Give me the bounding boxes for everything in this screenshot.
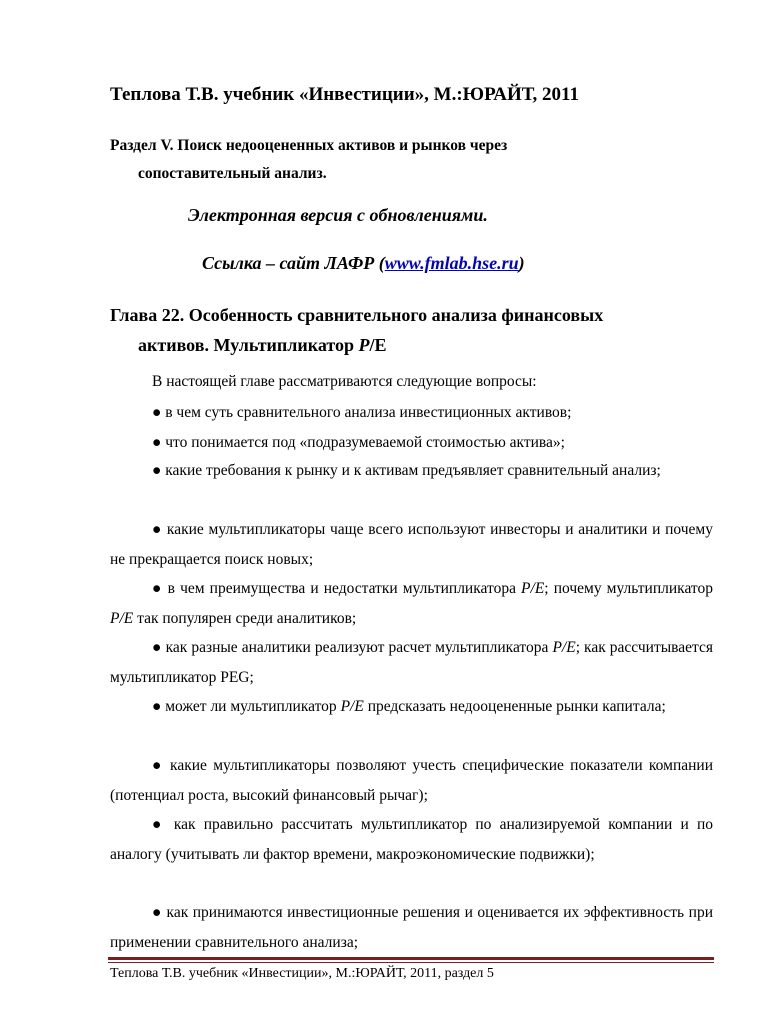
chapter-heading — [110, 300, 720, 360]
electronic-version-note: Электронная версия с обновлениями. — [188, 205, 488, 225]
question-item — [110, 574, 713, 633]
page-footer: Теплова Т.В. учебник «Инвестиции», М.:ЮРАЙТ, 2011, раздел 5 — [110, 966, 494, 981]
question-text: ● в чем суть сравнительного анализа инвестиционных активов; — [152, 404, 572, 421]
question-text-line-first: ● какие мультипликаторы чаще всего используют инвесторы и аналитики и почему — [152, 521, 713, 538]
link-suffix: ) — [518, 253, 525, 273]
chapter-heading-line-2: активов. Мультипликатор P/E — [138, 335, 387, 355]
question-text-line: P/E так популярен среди аналитиков; — [110, 609, 357, 627]
question-text-line-first: ● может ли мультипликатор P/E предсказать недооцененные рынки капитала; — [152, 698, 666, 715]
chapter-heading-line-1: Глава 22. Особенность сравнительного анализа финансовых — [110, 305, 604, 325]
question-item — [110, 810, 713, 869]
question-text-line: мультипликатор PEG; — [110, 668, 254, 686]
footer-rule-thick — [108, 957, 714, 960]
question-item — [110, 633, 713, 692]
fmlab-link[interactable]: www.fmlab.hse.ru — [384, 253, 519, 273]
question-text-line-first: ● какие требования к рынку и к активам предъявляет сравнительный анализ; — [152, 462, 661, 479]
question-text-line: (потенциал роста, высокий финансовый рычаг); — [110, 786, 428, 804]
link-prefix: Ссылка – сайт ЛАФР ( — [202, 253, 385, 273]
question-text-line-first: ● какие мультипликаторы позволяют учесть специфические показатели компании — [152, 757, 713, 774]
question-item — [110, 456, 713, 486]
section-heading-line-2: сопоставительный анализ. — [138, 165, 327, 182]
question-text-line: не прекращается поиск новых; — [110, 550, 314, 568]
question-item — [110, 398, 713, 428]
question-item — [110, 898, 713, 957]
pe-italic: P — [358, 335, 370, 355]
question-text-line-first: ● как принимаются инвестиционные решения и оценивается их эффективность при — [152, 904, 713, 921]
question-text-line-first: ● как правильно рассчитать мультипликатор по анализируемой компании и по — [152, 816, 713, 833]
pe-italic: P/E — [552, 639, 576, 656]
question-item — [110, 692, 713, 722]
question-text-line: применении сравнительного анализа; — [110, 933, 359, 951]
pe-italic: P/E — [110, 609, 134, 627]
question-text-line: аналогу (учитывать ли фактор времени, макроэкономические подвижки); — [110, 845, 595, 863]
pe-italic: P/E — [521, 580, 545, 597]
question-item — [110, 428, 713, 458]
question-item — [110, 751, 713, 810]
section-heading-line-1: Раздел V. Поиск недооцененных активов и рынков через — [110, 137, 508, 154]
intro-text: В настоящей главе рассматриваются следующие вопросы: — [152, 373, 537, 390]
section-heading — [110, 132, 720, 188]
book-title: Теплова Т.В. учебник «Инвестиции», М.:ЮРАЙТ, 2011 — [110, 84, 579, 105]
pe-italic: P/E — [340, 698, 364, 715]
question-item — [110, 515, 713, 574]
link-line — [202, 253, 525, 274]
question-text-line-first: ● как разные аналитики реализуют расчет мультипликатора P/E; как рассчитывается — [152, 639, 713, 656]
question-text: ● что понимается под «подразумеваемой стоимостью актива»; — [152, 434, 565, 451]
question-text-line-first: ● в чем преимущества и недостатки мультипликатора P/E; почему мультипликатор — [152, 580, 713, 597]
footer-rule-thin — [108, 962, 714, 963]
